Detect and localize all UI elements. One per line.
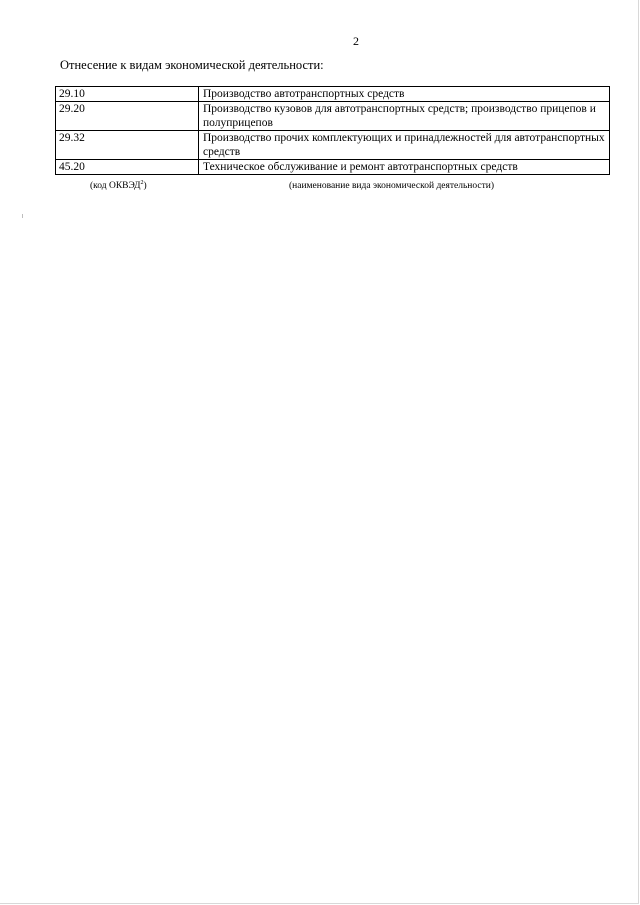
- okved-code-caption-close: ): [143, 181, 147, 192]
- okved-code-cell: 45.20: [56, 160, 199, 175]
- okved-code-cell: 29.10: [56, 87, 199, 102]
- scan-artifact: [22, 214, 23, 218]
- section-title: Отнесение к видам экономической деятельности:: [60, 58, 324, 72]
- table-row: [56, 102, 610, 131]
- okved-code-caption: [90, 180, 147, 191]
- table-row: [56, 87, 610, 102]
- table-row: [56, 131, 610, 160]
- okved-code-caption-label: (код ОКВЭД: [90, 181, 141, 192]
- footnote-marker: 2: [140, 180, 144, 186]
- activity-name-cell: Производство прочих комплектующих и принадлежностей для автотранспортных средств: [199, 131, 610, 160]
- activity-name-cell: Производство кузовов для автотранспортных средств; производство прицепов и полуприцепов: [199, 102, 610, 131]
- okved-code-cell: 29.32: [56, 131, 199, 160]
- table-row: [56, 160, 610, 175]
- page-number: 2: [353, 34, 359, 48]
- activity-name-cell: Производство автотранспортных средств: [199, 87, 610, 102]
- activities-table: [55, 86, 610, 175]
- activity-name-cell: Техническое обслуживание и ремонт автотранспортных средств: [199, 160, 610, 175]
- activity-name-caption: (наименование вида экономической деятельности): [289, 181, 494, 191]
- okved-code-cell: 29.20: [56, 102, 199, 131]
